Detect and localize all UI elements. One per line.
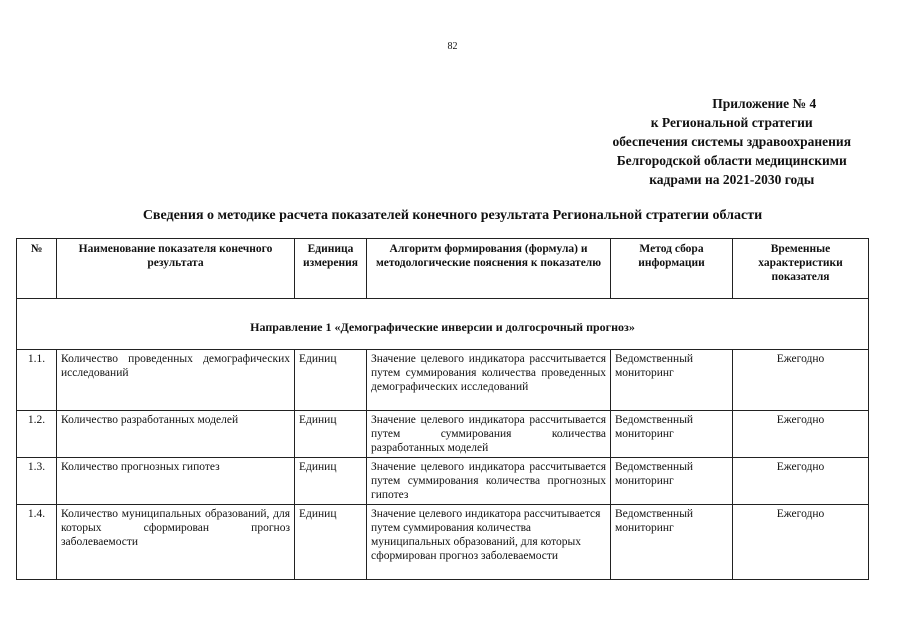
appendix-line: кадрами на 2021-2030 годы [649, 172, 815, 187]
timing-cell: Ежегодно [733, 411, 869, 458]
appendix-line: Белгородской области медицинскими [616, 153, 847, 168]
timing-cell: Ежегодно [733, 350, 869, 411]
table-row [17, 505, 869, 580]
table-row [17, 458, 869, 505]
row-number: 1.3. [17, 458, 57, 505]
algorithm-cell: Значение целевого индикатора рассчитывается путем суммирования количества проведенных демографических исследований [367, 350, 611, 411]
table-row [17, 411, 869, 458]
timing-cell: Ежегодно [733, 505, 869, 580]
document-title: Сведения о методике расчета показателей конечного результата Региональной стратегии области [142, 208, 763, 223]
header-indicator-name: Наименование показателя конечного результата [57, 239, 295, 299]
indicator-name: Количество муниципальных образований, для которых сформирован прогноз заболеваемости [57, 505, 295, 580]
algorithm-cell: Значение целевого индикатора рассчитывается путем суммирования количества разработанных моделей [367, 411, 611, 458]
section-title: Направление 1 «Демографические инверсии и долгосрочный прогноз» [17, 299, 869, 350]
header-timing: Временные характеристики показателя [733, 239, 869, 299]
header-method: Метод сбора информации [611, 239, 733, 299]
method-cell: Ведомственный мониторинг [611, 458, 733, 505]
indicator-name: Количество разработанных моделей [57, 411, 295, 458]
algorithm-cell: Значение целевого индикатора рассчитывается путем суммирования количества муниципальных образований, для которых сформирован прогноз заболеваемости [367, 505, 611, 580]
section-row [17, 299, 869, 350]
method-cell: Ведомственный мониторинг [611, 350, 733, 411]
appendix-line: к Региональной стратегии [650, 115, 813, 130]
row-number: 1.1. [17, 350, 57, 411]
header-algorithm: Алгоритм формирования (формула) и методологические пояснения к показателю [367, 239, 611, 299]
appendix-title: Приложение № 4 [712, 96, 817, 111]
unit-cell: Единиц [295, 458, 367, 505]
row-number: 1.4. [17, 505, 57, 580]
page-number: 82 [447, 41, 458, 52]
unit-cell: Единиц [295, 505, 367, 580]
table-header-row [17, 239, 869, 299]
header-number: № [17, 239, 57, 299]
unit-cell: Единиц [295, 411, 367, 458]
indicator-name: Количество прогнозных гипотез [57, 458, 295, 505]
algorithm-cell: Значение целевого индикатора рассчитывается путем суммирования количества прогнозных гипотез [367, 458, 611, 505]
row-number: 1.2. [17, 411, 57, 458]
indicators-table [16, 238, 869, 580]
appendix-header [612, 94, 851, 189]
header-unit: Единица измерения [295, 239, 367, 299]
indicator-name: Количество проведенных демографических исследований [57, 350, 295, 411]
method-cell: Ведомственный мониторинг [611, 505, 733, 580]
appendix-line: обеспечения системы здравоохранения [612, 134, 851, 149]
timing-cell: Ежегодно [733, 458, 869, 505]
table-row [17, 350, 869, 411]
unit-cell: Единиц [295, 350, 367, 411]
method-cell: Ведомственный мониторинг [611, 411, 733, 458]
